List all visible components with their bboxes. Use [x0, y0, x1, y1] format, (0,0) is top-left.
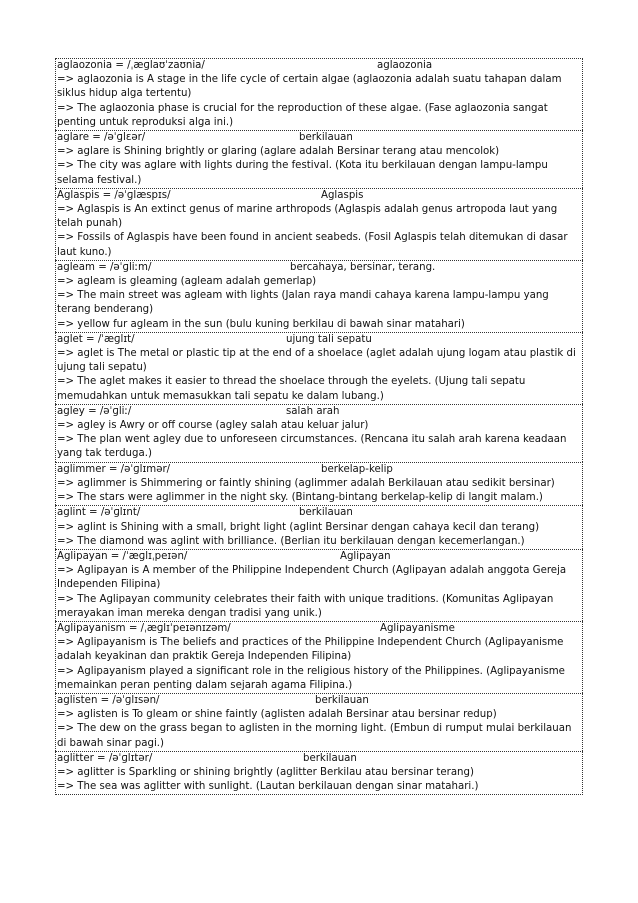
translation: aglaozonia — [377, 60, 433, 71]
example-line: => The aglaozonia phase is crucial for the reproduction of these algae. (Fase aglaozonia sangat penting untuk reproduksi alga ini.) — [57, 102, 548, 128]
entry — [55, 505, 583, 549]
definition-line: => aglet is The metal or plastic tip at the end of a shoelace (aglet adalah ujung logam atau plastik di ujung tali sepatu) — [57, 348, 576, 374]
entry — [55, 693, 583, 751]
entry-headline — [57, 261, 580, 275]
entry-headline — [57, 550, 580, 564]
example-line: => Aglipayanism played a significant role in the religious history of the Philippines. (Aglipayanisme memainkan peran penting dalam sejarah agama Filipina.) — [57, 665, 565, 691]
example-line: => The Aglipayan community celebrates their faith with unique traditions. (Komunitas Aglipayan merayakan iman mereka dengan tradisi yang unik.) — [57, 593, 554, 619]
definition-line: => aglitter is Sparkling or shining brightly (aglitter Berkilau atau bersinar terang) — [57, 766, 474, 778]
definition-line: => agleam is gleaming (agleam adalah gemerlap) — [57, 276, 317, 288]
entry-headline — [57, 752, 580, 766]
definition-line: => aglisten is To gleam or shine faintly (aglisten adalah Bersinar atau bersinar redup) — [57, 709, 497, 721]
entry-headline — [57, 506, 580, 520]
translation: ujung tali sepatu — [286, 333, 372, 345]
headword-pronunciation: aglimmer = /əˈɡlɪmər/ — [57, 463, 171, 475]
entry — [55, 188, 583, 260]
translation: bercahaya, bersinar, terang. — [290, 261, 436, 273]
entry — [55, 751, 583, 796]
entry-headline — [57, 622, 580, 636]
example-line: => The main street was agleam with lights (Jalan raya mandi cahaya karena lampu-lampu yang terang benderang) — [57, 290, 549, 316]
definition-line: => Aglaspis is An extinct genus of marine arthropods (Aglaspis adalah genus artropoda laut yang telah punah) — [57, 204, 558, 230]
example-line: => The city was aglare with lights during the festival. (Kota itu berkilauan dengan lampu-lampu selama festival.) — [57, 160, 548, 186]
dictionary-page — [55, 58, 583, 795]
entry-headline — [57, 694, 580, 708]
definition-line: => aglint is Shining with a small, bright light (aglint Bersinar dengan cahaya kecil dan terang) — [57, 521, 540, 533]
entry — [55, 260, 583, 332]
entry — [55, 58, 583, 130]
entry-headline — [57, 463, 580, 477]
example-line: => yellow fur agleam in the sun (bulu kuning berkilau di bawah sinar matahari) — [57, 318, 465, 330]
entry-headline — [57, 59, 580, 73]
headword-pronunciation: agleam = /əˈɡliːm/ — [57, 261, 152, 273]
headword-pronunciation: Aglipayan = /ˈæɡlɪˌpeɪən/ — [57, 550, 188, 562]
example-line: => The stars were aglimmer in the night sky. (Bintang-bintang berkelap-kelip di langit malam.) — [57, 492, 543, 504]
headword-pronunciation: aglet = /ˈæɡlɪt/ — [57, 333, 135, 345]
headword-pronunciation: aglare = /əˈɡlɛər/ — [57, 132, 146, 144]
entry — [55, 549, 583, 621]
translation: Aglipayan — [340, 550, 391, 562]
translation: berkelap-kelip — [321, 463, 393, 475]
headword-pronunciation: Aglaspis = /əˈɡlæspɪs/ — [57, 189, 171, 201]
headword-pronunciation: aglisten = /əˈɡlɪsən/ — [57, 694, 160, 706]
entry — [55, 332, 583, 404]
headword-pronunciation: aglint = /əˈɡlɪnt/ — [57, 507, 141, 519]
entry — [55, 404, 583, 462]
headword-pronunciation: aglitter = /əˈɡlɪtər/ — [57, 752, 153, 764]
translation: berkilauan — [299, 132, 353, 144]
definition-line: => Aglipayanism is The beliefs and practices of the Philippine Independent Church (Aglipayanisme adalah keyakinan dan praktik Gereja Independen Filipina) — [57, 637, 564, 663]
example-line: => The dew on the grass began to aglisten in the morning light. (Embun di rumput mulai berkilauan di bawah sinar pagi.) — [57, 723, 572, 749]
example-line: => The sea was aglitter with sunlight. (Lautan berkilauan dengan sinar matahari.) — [57, 781, 479, 793]
translation: berkilauan — [303, 752, 357, 764]
example-line: => Fossils of Aglaspis have been found in ancient seabeds. (Fosil Aglaspis telah ditemukan di dasar laut kuno.) — [57, 232, 568, 258]
translation: Aglaspis — [321, 189, 364, 201]
headword-pronunciation: agley = /əˈɡliː/ — [57, 405, 132, 417]
entry-headline — [57, 189, 580, 203]
entry — [55, 462, 583, 506]
translation: berkilauan — [299, 507, 353, 519]
translation: Aglipayanisme — [380, 622, 455, 634]
definition-line: => aglaozonia is A stage in the life cycle of certain algae (aglaozonia adalah suatu tahapan dalam siklus hidup alga tertentu) — [57, 74, 562, 100]
entry-headline — [57, 131, 580, 145]
entry — [55, 130, 583, 188]
translation: berkilauan — [315, 694, 369, 706]
entry-headline — [57, 333, 580, 347]
example-line: => The plan went agley due to unforeseen circumstances. (Rencana itu salah arah karena keadaan yang tak terduga.) — [57, 434, 567, 460]
definition-line: => aglimmer is Shimmering or faintly shining (aglimmer adalah Berkilauan atau sedikit bersinar) — [57, 477, 555, 489]
entry-headline — [57, 405, 580, 419]
example-line: => The aglet makes it easier to thread the shoelace through the eyelets. (Ujung tali sepatu memudahkan untuk memasukkan tali sepatu ke dalam lubang.) — [57, 376, 526, 402]
example-line: => The diamond was aglint with brilliance. (Berlian itu berkilauan dengan kecemerlangan.) — [57, 535, 525, 547]
definition-line: => Aglipayan is A member of the Philippine Independent Church (Aglipayan adalah anggota Gereja Independen Filipina) — [57, 565, 567, 591]
definition-line: => agley is Awry or off course (agley salah atau keluar jalur) — [57, 420, 369, 432]
headword-pronunciation: Aglipayanism = /ˌæɡlɪˈpeɪənɪzəm/ — [57, 622, 231, 634]
headword-pronunciation: aglaozonia = /ˌæɡlaʊˈzaʊnia/ — [57, 60, 205, 71]
entry — [55, 621, 583, 693]
definition-line: => aglare is Shining brightly or glaring (aglare adalah Bersinar terang atau mencolok) — [57, 146, 500, 158]
translation: salah arah — [286, 405, 340, 417]
